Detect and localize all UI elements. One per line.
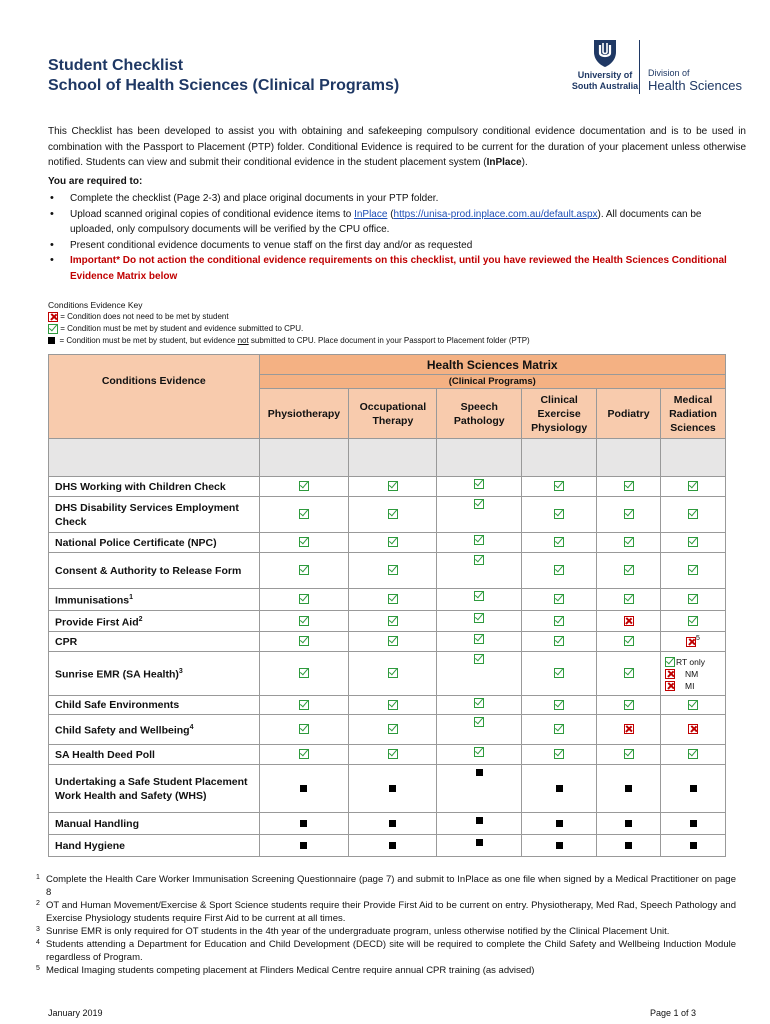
black-square-icon: [690, 820, 697, 827]
key-text: submitted to CPU. Place document in your Passport to Placement folder (PTP): [248, 336, 530, 345]
check-box-icon: [299, 616, 309, 626]
check-box-icon: [388, 594, 398, 604]
matrix-cell: [437, 835, 522, 857]
matrix-cell: [437, 477, 522, 497]
black-square-icon: [300, 785, 307, 792]
matrix-cell: [661, 765, 726, 813]
matrix-cell: [522, 745, 597, 765]
black-square-icon: [625, 785, 632, 792]
matrix-cell: [349, 765, 437, 813]
condition-label: Child Safety and Wellbeing$^4$: [49, 715, 260, 745]
footnote: [36, 938, 736, 964]
check-box-icon: [554, 481, 564, 491]
check-box-icon: [474, 717, 484, 727]
division-logo: [648, 68, 742, 93]
matrix-cell: [349, 610, 437, 632]
table-row: [49, 835, 726, 857]
matrix-cell: [437, 745, 522, 765]
table-row: [49, 632, 726, 652]
footnote: [36, 899, 736, 925]
table-row: [49, 533, 726, 553]
check-box-icon: [688, 700, 698, 710]
condition-label: Provide First Aid$^2$: [49, 610, 260, 632]
requirements-list: [48, 191, 748, 284]
col-occupational-therapy: Occupational Therapy: [349, 389, 437, 439]
matrix-cell: [597, 652, 661, 696]
important-warning: Important* Do not action the conditional evidence requirements on this checklist, until you have reviewed the Health Sciences Conditional Evidence Matrix below: [70, 255, 727, 282]
matrix-cell: [437, 715, 522, 745]
matrix-cell: [661, 835, 726, 857]
matrix-cell: [522, 632, 597, 652]
conditions-label: Conditions Evidence: [101, 375, 206, 387]
matrix-cell: [437, 553, 522, 589]
cross-box-icon: [624, 616, 634, 626]
condition-label: Undertaking a Safe Student Placement Work Health and Safety (WHS): [49, 765, 260, 813]
matrix-cell: [597, 497, 661, 533]
list-item: [48, 207, 748, 238]
footnote: [36, 964, 736, 977]
check-box-icon: [299, 594, 309, 604]
intro-end: ).: [521, 157, 528, 168]
check-box-icon: [688, 509, 698, 519]
check-box-icon: [388, 749, 398, 759]
black-square-icon: [389, 785, 396, 792]
black-square-icon: [300, 820, 307, 827]
check-box-icon: [474, 555, 484, 565]
check-box-icon: [624, 594, 634, 604]
key-not: not: [237, 336, 249, 345]
matrix-cell: [259, 745, 349, 765]
check-box-icon: [554, 594, 564, 604]
key-row: [48, 311, 530, 323]
table-row: [49, 553, 726, 589]
emr-sub-label: NM: [685, 668, 699, 679]
matrix-cell: [437, 610, 522, 632]
black-square-icon: [476, 839, 483, 846]
black-square-icon: [556, 842, 563, 849]
matrix-cell: [259, 835, 349, 857]
check-box-icon: [688, 616, 698, 626]
logo-uni-line2: South Australia: [571, 81, 639, 91]
key-row: [48, 323, 530, 335]
matrix-cell: [522, 610, 597, 632]
footnote-number: 5: [36, 965, 40, 972]
matrix-cell: [437, 652, 522, 696]
check-box-icon: [299, 565, 309, 575]
check-box-icon: [474, 698, 484, 708]
matrix-cell: [522, 835, 597, 857]
matrix-cell: [259, 553, 349, 589]
logo-division-name: Health Sciences: [648, 78, 742, 93]
matrix-cell: [259, 589, 349, 611]
check-box-icon: [688, 594, 698, 604]
matrix-cell: [349, 477, 437, 497]
check-box-icon: [299, 700, 309, 710]
matrix-cell: [661, 696, 726, 715]
matrix-cell: [522, 477, 597, 497]
bullet-text: Complete the checklist (Page 2-3) and place original documents in your PTP folder.: [70, 193, 439, 204]
table-row: [49, 745, 726, 765]
check-box-icon: [474, 634, 484, 644]
matrix-cell: [597, 632, 661, 652]
matrix-cell: [522, 497, 597, 533]
matrix-cell: [259, 765, 349, 813]
check-box-icon: [624, 481, 634, 491]
table-row: [49, 652, 726, 696]
intro-inplace: InPlace: [486, 157, 522, 168]
matrix-cell: [597, 610, 661, 632]
matrix-cell: [349, 696, 437, 715]
footnote-text: Medical Imaging students competing placement at Flinders Medical Centre require annual CPR training (as advised): [46, 965, 535, 976]
condition-label: Hand Hygiene: [49, 835, 260, 857]
matrix-cell: [597, 477, 661, 497]
check-box-icon: [688, 565, 698, 575]
matrix-cell: [437, 497, 522, 533]
matrix-cell: [437, 765, 522, 813]
bullet-text: ). All documents can be uploaded, only compulsory documents will be verified by the CPU office.: [70, 208, 702, 235]
check-box-icon: [688, 537, 698, 547]
matrix-cell: [259, 533, 349, 553]
footnote-number: 3: [36, 926, 40, 933]
check-box-icon: [474, 591, 484, 601]
bullet-text: (: [387, 208, 394, 220]
inplace-url-link[interactable]: https://unisa-prod.inplace.com.au/default.aspx: [393, 208, 598, 220]
matrix-cell: [522, 589, 597, 611]
matrix-cell: [522, 696, 597, 715]
matrix-cell: [597, 533, 661, 553]
cross-box-icon: [665, 681, 675, 691]
footnote-text: Complete the Health Care Worker Immunisation Screening Questionnaire (page 7) and submit to InPlace as one file when signed by a Medical Practitioner on page 8: [46, 874, 736, 898]
matrix-cell: [259, 610, 349, 632]
title-line-1: Student Checklist: [48, 57, 184, 74]
check-box-icon: [388, 700, 398, 710]
check-box-icon: [388, 565, 398, 575]
unisa-logo: [565, 38, 645, 92]
col-speech-pathology: Speech Pathology: [437, 389, 522, 439]
page-title: [48, 56, 399, 96]
matrix-cell: [661, 533, 726, 553]
matrix-cell: [597, 715, 661, 745]
list-item: [48, 191, 748, 207]
check-box-icon: [388, 537, 398, 547]
matrix-cell: [259, 632, 349, 652]
bullet-text: Present conditional evidence documents to venue staff on the first day and/or as requested: [70, 239, 473, 251]
matrix-cell: [661, 745, 726, 765]
condition-label: Immunisations$^1$: [49, 589, 260, 611]
black-square-icon: [625, 842, 632, 849]
cross-box-icon: [48, 312, 58, 322]
key-row: [48, 335, 530, 347]
title-line-2: School of Health Sciences (Clinical Programs): [48, 77, 400, 94]
check-box-icon: [624, 668, 634, 678]
cross-box-icon: [665, 669, 675, 679]
check-box-icon: [554, 668, 564, 678]
matrix-cell: [259, 497, 349, 533]
matrix-cell: [259, 696, 349, 715]
matrix-cell: [349, 632, 437, 652]
cross-box-icon: [686, 637, 696, 647]
unisa-shield-icon: [591, 38, 619, 68]
matrix-cell: [259, 477, 349, 497]
black-square-icon: [300, 842, 307, 849]
black-square-icon: [476, 817, 483, 824]
matrix-cell: [349, 533, 437, 553]
footnote-text: Sunrise EMR is only required for OT students in the 4th year of the undergraduate program, unless otherwise notified by the Clinical Placement Unit.: [46, 926, 670, 937]
check-box-icon: [388, 636, 398, 646]
condition-label: DHS Disability Services Employment Check: [49, 497, 260, 533]
emr-sub-label: MI: [685, 680, 695, 691]
matrix-cell: [522, 813, 597, 835]
cpr-footnote-ref: 5: [696, 635, 700, 643]
table-row: [49, 610, 726, 632]
matrix-cell: [661, 610, 726, 632]
emr-sub-item: [665, 668, 725, 680]
check-box-icon: [299, 537, 309, 547]
check-box-icon: [299, 509, 309, 519]
matrix-cell: [349, 553, 437, 589]
black-square-icon: [389, 842, 396, 849]
check-box-icon: [388, 724, 398, 734]
footnote: [36, 925, 736, 938]
matrix-cell: [349, 835, 437, 857]
check-box-icon: [299, 636, 309, 646]
condition-label: DHS Working with Children Check: [49, 477, 260, 497]
footer-date: January 2019: [48, 1008, 103, 1018]
check-box-icon: [554, 616, 564, 626]
col-clinical-exercise-physiology: Clinical Exercise Physiology: [522, 389, 597, 439]
col-physiotherapy: Physiotherapy: [259, 389, 349, 439]
check-box-icon: [474, 613, 484, 623]
check-box-icon: [554, 700, 564, 710]
matrix-cell: [661, 553, 726, 589]
table-row: [49, 813, 726, 835]
check-box-icon: [624, 509, 634, 519]
table-row: [49, 765, 726, 813]
matrix-cell: [661, 497, 726, 533]
matrix-cell: [597, 696, 661, 715]
spacer-row: [49, 439, 726, 477]
footnote-text: Students attending a Department for Education and Child Development (DECD) site will be required to complete the Child Safety and Wellbeing Induction Module regardless of Program.: [46, 939, 736, 963]
list-item: [48, 238, 748, 254]
check-box-icon: [388, 616, 398, 626]
condition-label: Sunrise EMR (SA Health)$^3$: [49, 652, 260, 696]
matrix-cell: [437, 813, 522, 835]
health-sciences-matrix: [48, 354, 726, 857]
matrix-cell: [522, 553, 597, 589]
matrix-cell: [661, 715, 726, 745]
table-row: [49, 589, 726, 611]
footnote-text: OT and Human Movement/Exercise & Sport Science students require their Provide First Aid to be current on entry. Physiotherapy, Med Rad, Speech Pathology and Exercise Physiology students require First Aid to be current at all times.: [46, 900, 736, 924]
check-box-icon: [299, 668, 309, 678]
matrix-cell: [259, 652, 349, 696]
intro-text: This Checklist has been developed to assist you with obtaining and safekeeping compulsory conditional evidence documentation and is to be used in combination with the Passport to Placement (PTP) folder. Conditional Evidence is required to be current for the duration of your placement unless otherwise notified. Students can view and submit their conditional evidence in the student placement system (: [48, 126, 746, 168]
matrix-cell: [437, 632, 522, 652]
condition-label: Manual Handling: [49, 813, 260, 835]
condition-label: Child Safe Environments: [49, 696, 260, 715]
matrix-cell: [349, 715, 437, 745]
table-row: [49, 715, 726, 745]
matrix-cell: [597, 835, 661, 857]
black-square-icon: [389, 820, 396, 827]
matrix-cell: [597, 553, 661, 589]
emr-sub-item: [665, 680, 725, 692]
matrix-cell: [597, 589, 661, 611]
check-box-icon: [474, 499, 484, 509]
matrix-cell: [597, 745, 661, 765]
check-box-icon: [624, 537, 634, 547]
footnote-number: 1: [36, 874, 40, 881]
emr-medrad-cell: [661, 652, 726, 696]
check-box-icon: [388, 509, 398, 519]
condition-label: Consent & Authority to Release Form: [49, 553, 260, 589]
conditions-evidence-header: [49, 355, 260, 439]
matrix-cell: [349, 589, 437, 611]
cross-box-icon: [624, 724, 634, 734]
key-text: = Condition must be met by student, but evidence: [59, 336, 238, 345]
emr-sub-item: [665, 656, 725, 668]
footnote-number: 2: [36, 900, 40, 907]
matrix-cell: [349, 745, 437, 765]
check-box-icon: [474, 479, 484, 489]
check-box-icon: [474, 535, 484, 545]
matrix-cell: [522, 652, 597, 696]
key-text: = Condition must be met by student and evidence submitted to CPU.: [60, 324, 304, 333]
check-box-icon: [665, 657, 675, 667]
condition-label: National Police Certificate (NPC): [49, 533, 260, 553]
col-podiatry: Podiatry: [597, 389, 661, 439]
check-box-icon: [688, 749, 698, 759]
logo-divider: [639, 40, 640, 94]
matrix-cell: [522, 765, 597, 813]
matrix-cell: [597, 813, 661, 835]
matrix-cell: [437, 589, 522, 611]
footnote: [36, 873, 736, 899]
check-box-icon: [624, 636, 634, 646]
black-square-icon: [556, 785, 563, 792]
check-box-icon: [474, 654, 484, 664]
key-text: = Condition does not need to be met by student: [60, 312, 229, 321]
inplace-link[interactable]: InPlace: [354, 208, 388, 220]
check-box-icon: [554, 537, 564, 547]
matrix-cell: [661, 477, 726, 497]
key-title: Conditions Evidence Key: [48, 300, 143, 310]
matrix-cell: [349, 813, 437, 835]
logo-division: Division of: [648, 68, 690, 78]
list-item: [48, 253, 748, 284]
black-square-icon: [625, 820, 632, 827]
condition-label: CPR: [49, 632, 260, 652]
matrix-cell: [349, 497, 437, 533]
check-box-icon: [554, 509, 564, 519]
matrix-cell: [437, 696, 522, 715]
black-square-icon: [690, 842, 697, 849]
black-square-icon: [48, 337, 55, 344]
check-box-icon: [48, 324, 58, 334]
matrix-cell: [597, 765, 661, 813]
matrix-cell: [259, 813, 349, 835]
table-row: [49, 696, 726, 715]
matrix-cell: [259, 715, 349, 745]
condition-label: SA Health Deed Poll: [49, 745, 260, 765]
check-box-icon: [299, 724, 309, 734]
matrix-title: Health Sciences Matrix: [259, 355, 726, 375]
matrix-cell: [522, 715, 597, 745]
check-box-icon: [554, 636, 564, 646]
footer-page: Page 1 of 3: [650, 1008, 697, 1018]
matrix-cell: [522, 533, 597, 553]
black-square-icon: [556, 820, 563, 827]
check-box-icon: [388, 668, 398, 678]
matrix-cell: [349, 652, 437, 696]
col-medical-radiation-sciences: Medical Radiation Sciences: [661, 389, 726, 439]
emr-sub-label: RT only: [676, 656, 705, 667]
check-box-icon: [299, 481, 309, 491]
check-box-icon: [554, 565, 564, 575]
check-box-icon: [554, 749, 564, 759]
black-square-icon: [476, 769, 483, 776]
matrix-cell: [661, 589, 726, 611]
matrix-cell: [661, 813, 726, 835]
matrix-cell: [661, 632, 726, 652]
required-heading: You are required to:: [48, 176, 143, 187]
cross-box-icon: [688, 724, 698, 734]
black-square-icon: [690, 785, 697, 792]
logo-uni-line1: University of: [577, 70, 633, 80]
check-box-icon: [554, 724, 564, 734]
check-box-icon: [299, 749, 309, 759]
check-box-icon: [688, 481, 698, 491]
table-row: [49, 497, 726, 533]
matrix-cell: [437, 533, 522, 553]
matrix-subtitle: (Clinical Programs): [259, 375, 726, 389]
check-box-icon: [624, 565, 634, 575]
check-box-icon: [388, 481, 398, 491]
evidence-key: [48, 299, 530, 347]
intro-paragraph: [48, 124, 746, 171]
check-box-icon: [624, 700, 634, 710]
check-box-icon: [474, 747, 484, 757]
table-row: [49, 477, 726, 497]
check-box-icon: [624, 749, 634, 759]
footnote-number: 4: [36, 939, 40, 946]
bullet-text: Upload scanned original copies of conditional evidence items to: [70, 208, 355, 220]
footnotes: [36, 873, 736, 977]
